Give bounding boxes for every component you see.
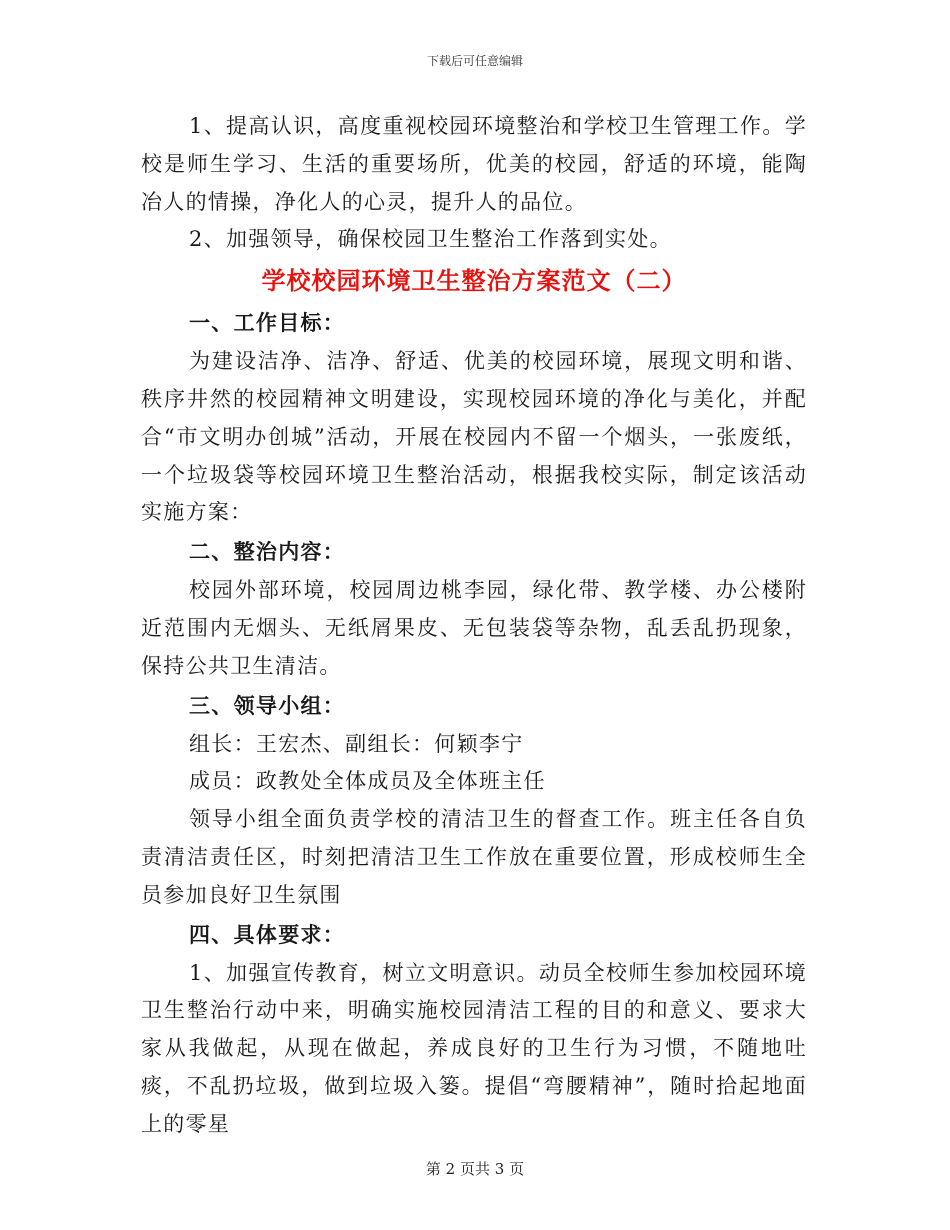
- heading-work-goals: 一、工作目标：: [189, 310, 346, 336]
- heading-content: 二、整治内容：: [189, 539, 346, 565]
- paragraph-content: 校园外部环境，校园周边桃李园，绿化带、教学楼、办公楼附近范围内无烟头、无纸屑果皮、无包装袋等杂物，乱丢乱扔现象，保持公共卫生清洁。: [141, 578, 807, 678]
- paragraph-goals: 为建设洁净、洁净、舒适、优美的校园环境，展现文明和谐、秩序井然的校园精神文明建设，实现校园环境的净化与美化，并配合“市文明办创城”活动，开展在校园内不留一个烟头，一张废纸，一个垃圾袋等校园环境卫生整治活动，根据我校实际，制定该活动实施方案：: [141, 349, 807, 525]
- document-body: [141, 108, 807, 1144]
- section-title: 学校校园环境卫生整治方案范文（二）: [261, 266, 687, 296]
- paragraph-members: 成员：政教处全体成员及全体班主任: [189, 769, 546, 794]
- paragraph-requirement-1: 1、加强宣传教育，树立文明意识。动员全校师生参加校园环境卫生整治行动中来，明确实施校园清洁工程的目的和意义、要求大家从我做起，从现在做起，养成良好的卫生行为习惯，不随地吐痰，不乱扔垃圾，做到垃圾入篓。提倡“弯腰精神”，随时拾起地面上的零星: [141, 960, 807, 1136]
- page-header: 下载后可任意编辑: [426, 54, 523, 68]
- paragraph-2: 2、加强领导，确保校园卫生整治工作落到实处。: [189, 227, 672, 252]
- paragraph-1: 1、提高认识，高度重视校园环境整治和学校卫生管理工作。学校是师生学习、生活的重要场所，优美的校园，舒适的环境，能陶冶人的情操，净化人的心灵，提升人的品位。: [141, 114, 807, 214]
- heading-requirements: 四、具体要求：: [189, 921, 346, 947]
- paragraph-leadership-duties: 领导小组全面负责学校的清洁卫生的督查工作。班主任各自负责清洁责任区，时刻把清洁卫生工作放在重要位置，形成校师生全员参加良好卫生氛围: [141, 807, 807, 907]
- heading-leadership: 三、领导小组：: [189, 692, 346, 718]
- paragraph-leaders: 组长：王宏杰、副组长：何颖李宁: [189, 731, 524, 756]
- page-footer: 第 2 页共 3 页: [425, 1160, 525, 1178]
